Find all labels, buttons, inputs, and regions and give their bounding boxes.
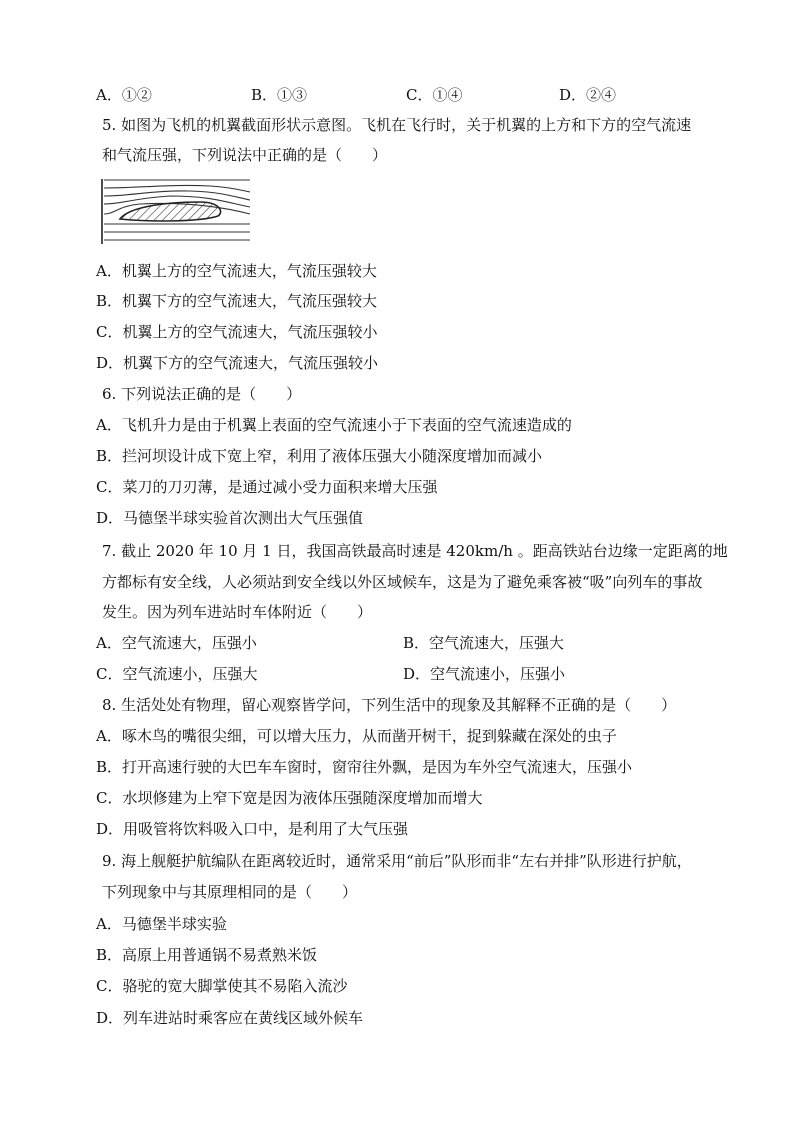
q6-option-a: A．飞机升力是由于机翼上表面的空气流速小于下表面的空气流速造成的 bbox=[96, 416, 572, 434]
q5-option-a: A．机翼上方的空气流速大，气流压强较大 bbox=[96, 262, 377, 280]
option-c: C．①④ bbox=[406, 86, 463, 104]
q9-option-c: C．骆驼的宽大脚掌使其不易陷入流沙 bbox=[96, 977, 348, 995]
q7-stem-line-3: 发生。因为列车进站时车体附近（ ） bbox=[102, 603, 373, 621]
q6-option-c: C．菜刀的刀刃薄，是通过减小受力面积来增大压强 bbox=[96, 478, 438, 496]
q5-option-b: B．机翼下方的空气流速大，气流压强较大 bbox=[96, 292, 378, 310]
q6-option-d: D．马德堡半球实验首次测出大气压强值 bbox=[96, 509, 364, 527]
q9-stem-line-1: 9. 海上舰艇护航编队在距离较近时，通常采用“前后”队形而非“左右并排”队形进行护航， bbox=[102, 852, 692, 870]
q5-stem-line-1: 5. 如图为飞机的机翼截面形状示意图。飞机在飞行时，关于机翼的上方和下方的空气流速 bbox=[102, 116, 692, 134]
q8-option-c: C．水坝修建为上窄下宽是因为液体压强随深度增加而增大 bbox=[96, 789, 483, 807]
q8-stem-line-1: 8. 生活处处有物理，留心观察皆学问，下列生活中的现象及其解释不正确的是（ ） bbox=[102, 696, 677, 714]
q9-option-d: D．列车进站时乘客应在黄线区域外候车 bbox=[96, 1009, 364, 1027]
q5-option-c: C．机翼上方的空气流速大，气流压强较小 bbox=[96, 323, 378, 341]
previous-question-options bbox=[96, 84, 696, 104]
q7-stem-line-1: 7. 截止 2020 年 10 月 1 日，我国高铁最高时速是 420km/h 。距高铁站台边缘一定距离的地 bbox=[102, 542, 728, 560]
q7-option-b: B．空气流速大，压强大 bbox=[403, 634, 565, 652]
q5-option-d: D．机翼下方的空气流速大，气流压强较小 bbox=[96, 354, 379, 372]
q9-stem-line-2: 下列现象中与其原理相同的是（ ） bbox=[102, 883, 358, 901]
q9-option-a: A．马德堡半球实验 bbox=[96, 915, 227, 933]
q8-option-a: A．啄木鸟的嘴很尖细，可以增大压力，从而凿开树干，捉到躲藏在深处的虫子 bbox=[96, 727, 617, 745]
option-d: D．②④ bbox=[559, 86, 617, 104]
q5-stem-line-2: 和气流压强，下列说法中正确的是（ ） bbox=[102, 146, 388, 164]
option-b: B．①③ bbox=[251, 86, 308, 104]
q7-option-d: D．空气流速小，压强小 bbox=[403, 665, 566, 683]
airfoil-streamline-figure bbox=[100, 172, 256, 248]
q6-option-b: B．拦河坝设计成下宽上窄，利用了液体压强大小随深度增加而减小 bbox=[96, 447, 543, 465]
q8-option-b: B．打开高速行驶的大巴车车窗时，窗帘往外飘，是因为车外空气流速大，压强小 bbox=[96, 758, 633, 776]
q7-option-c: C．空气流速小，压强大 bbox=[96, 665, 258, 683]
q8-option-d: D．用吸管将饮料吸入口中，是利用了大气压强 bbox=[96, 820, 409, 838]
q6-stem-line-1: 6. 下列说法正确的是（ ） bbox=[102, 385, 302, 403]
q7-option-a: A．空气流速大，压强小 bbox=[96, 634, 257, 652]
q7-stem-line-2: 方都标有安全线，人必须站到安全线以外区域候车，这是为了避免乘客被“吸”向列车的事故 bbox=[102, 573, 703, 591]
q9-option-b: B．高原上用普通锅不易煮熟米饭 bbox=[96, 946, 318, 964]
option-a: A．①② bbox=[96, 86, 152, 104]
